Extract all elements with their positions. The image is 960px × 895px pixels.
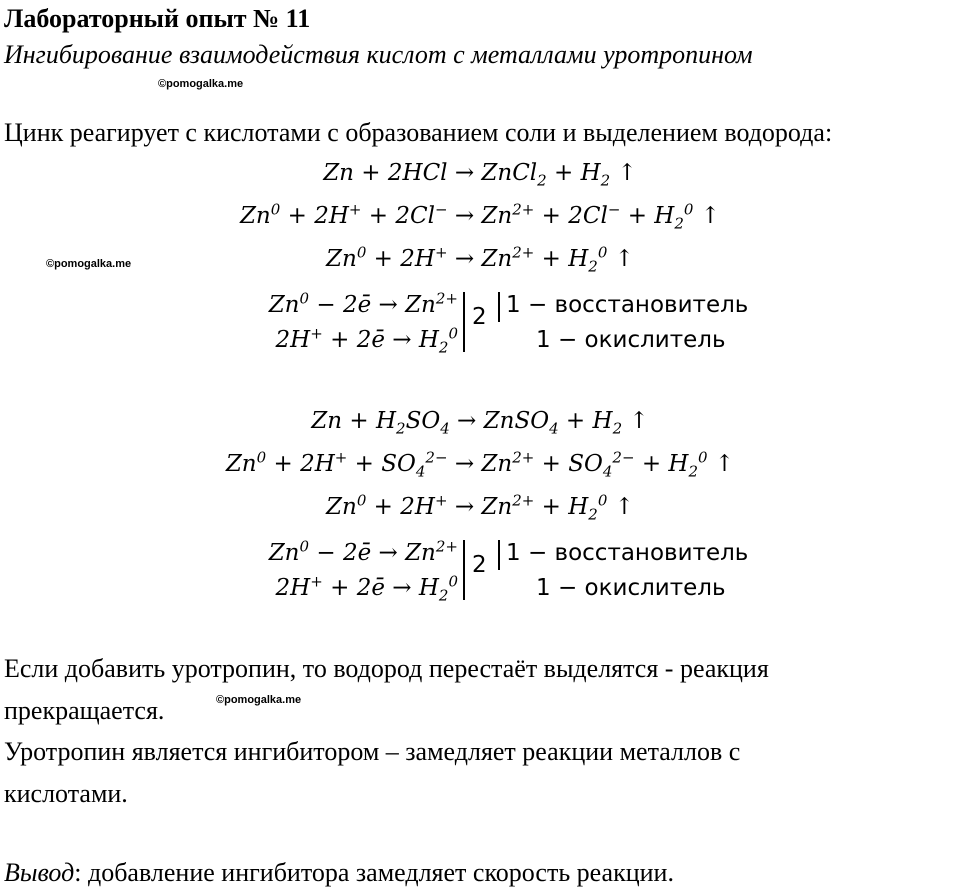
paragraph-inhibitor-line-1: Уротропин является ингибитором – замедляет реакции металлов с	[4, 737, 741, 766]
equation-hcl-short-ionic: $Zn^0 + 2H^+ \to Zn^{2+} + H_2^0$ ↑	[326, 243, 634, 276]
conclusion-text: : добавление ингибитора замедляет скорость реакции.	[74, 858, 674, 887]
equation-h2so4-molecular: $Zn + H_2SO_4$ → ZnSO$_4$ + $H_2$ ↑	[311, 408, 649, 438]
equation-hcl-full-ionic: $Zn^0 + 2H^+ + 2Cl^- \to Zn^{2+} + 2Cl^- + H_2^0$ ↑	[239, 200, 721, 233]
paragraph-inhibitor-line-2: кислотами.	[4, 779, 128, 808]
intro-text: Цинк реагирует с кислотами с образованием соли и выделением водорода:	[4, 118, 833, 147]
reduction-half-reaction: 2H+ + 2ē → $H_2^0$	[275, 324, 458, 357]
paragraph-effect-line-2: прекращается.	[4, 696, 165, 725]
equation-h2so4-full-ionic: $Zn^0 + 2H^+ + SO_4^{2-} \to Zn^{2+} + SO_4^{2-} + H_2^0$ ↑	[225, 448, 735, 481]
equation-hcl-molecular: Zn + 2HCl → ZnCl$_2$ + $H_2$ ↑	[323, 160, 637, 190]
watermark: ©pomogalka.me	[46, 258, 132, 270]
equation-h2so4-short-ionic: $Zn^0 + 2H^+ \to Zn^{2+} + H_2^0$ ↑	[326, 491, 634, 524]
balance-divider	[498, 292, 500, 322]
electron-factor: 2	[472, 552, 487, 578]
watermark: ©pomogalka.me	[216, 694, 302, 706]
balance-divider	[463, 292, 465, 352]
reducer-label: 1 − восстановитель	[506, 292, 749, 318]
balance-divider	[498, 540, 500, 570]
conclusion-label: Вывод	[4, 858, 75, 887]
oxidizer-label: 1 − окислитель	[536, 575, 726, 601]
reduction-half-reaction: 2H+ + 2ē → $H_2^0$	[275, 572, 458, 605]
oxidation-half-reaction: $Zn^0$ − 2ē → $Zn^{2+}$	[268, 537, 458, 566]
watermark: ©pomogalka.me	[158, 78, 244, 90]
balance-divider	[463, 540, 465, 600]
page-subtitle: Ингибирование взаимодействия кислот с металлами уротропином	[4, 40, 753, 69]
paragraph-effect-line-1: Если добавить уротропин, то водород перестаёт выделятся - реакция	[4, 654, 769, 683]
oxidizer-label: 1 − окислитель	[536, 327, 726, 353]
conclusion	[4, 858, 674, 888]
reducer-label: 1 − восстановитель	[506, 540, 749, 566]
electron-factor: 2	[472, 304, 487, 330]
page-title: Лабораторный опыт № 11	[4, 4, 311, 33]
oxidation-half-reaction: $Zn^0$ − 2ē → $Zn^{2+}$	[268, 289, 458, 318]
